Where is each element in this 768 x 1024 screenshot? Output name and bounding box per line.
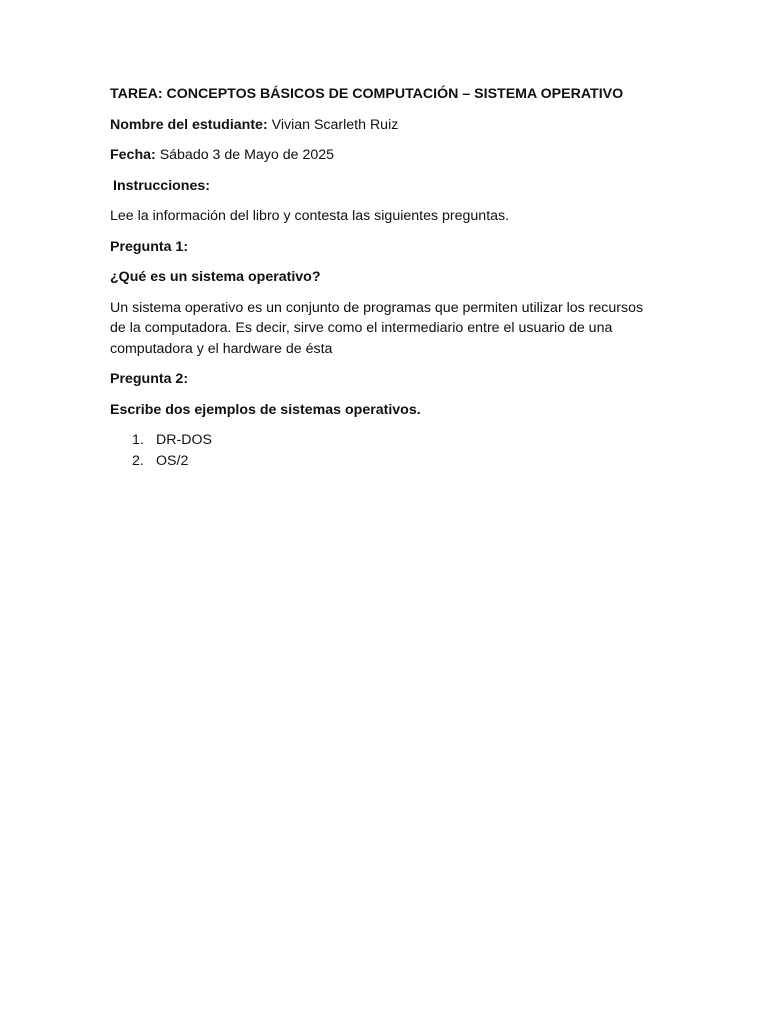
list-item-text: OS/2 — [156, 452, 189, 469]
examples-list — [110, 430, 658, 471]
date-value: Sábado 3 de Mayo de 2025 — [159, 147, 335, 163]
instructions-text: Lee la información del libro y contesta las siguientes preguntas. — [110, 208, 510, 224]
list-item-number: 1. — [132, 432, 144, 448]
date-line — [110, 145, 658, 166]
instructions-heading: Instrucciones: — [113, 177, 210, 194]
question1-heading: Pregunta 1: — [110, 238, 189, 255]
question1-answer: Un sistema operativo es un conjunto de programas que permiten utilizar los recursos de la computadora. Es decir, sirve como el intermediario entre el usuario de una computadora y el hardware de ésta — [110, 299, 644, 357]
list-item-text: DR-DOS — [156, 432, 212, 448]
student-line — [110, 115, 658, 136]
list-item-number: 2. — [132, 452, 144, 469]
document-page — [110, 84, 658, 471]
list-item — [110, 430, 658, 451]
date-label: Fecha: — [110, 147, 156, 163]
question2-heading: Pregunta 2: — [110, 371, 189, 387]
question1-text: ¿Qué es un sistema operativo? — [110, 269, 321, 285]
question2-text: Escribe dos ejemplos de sistemas operativos. — [110, 401, 421, 418]
document-title: TAREA: CONCEPTOS BÁSICOS DE COMPUTACIÓN – SISTEMA OPERATIVO — [110, 86, 624, 102]
student-label: Nombre del estudiante: — [110, 116, 268, 133]
list-item — [110, 451, 658, 472]
student-name: Vivian Scarleth Ruiz — [271, 116, 399, 133]
